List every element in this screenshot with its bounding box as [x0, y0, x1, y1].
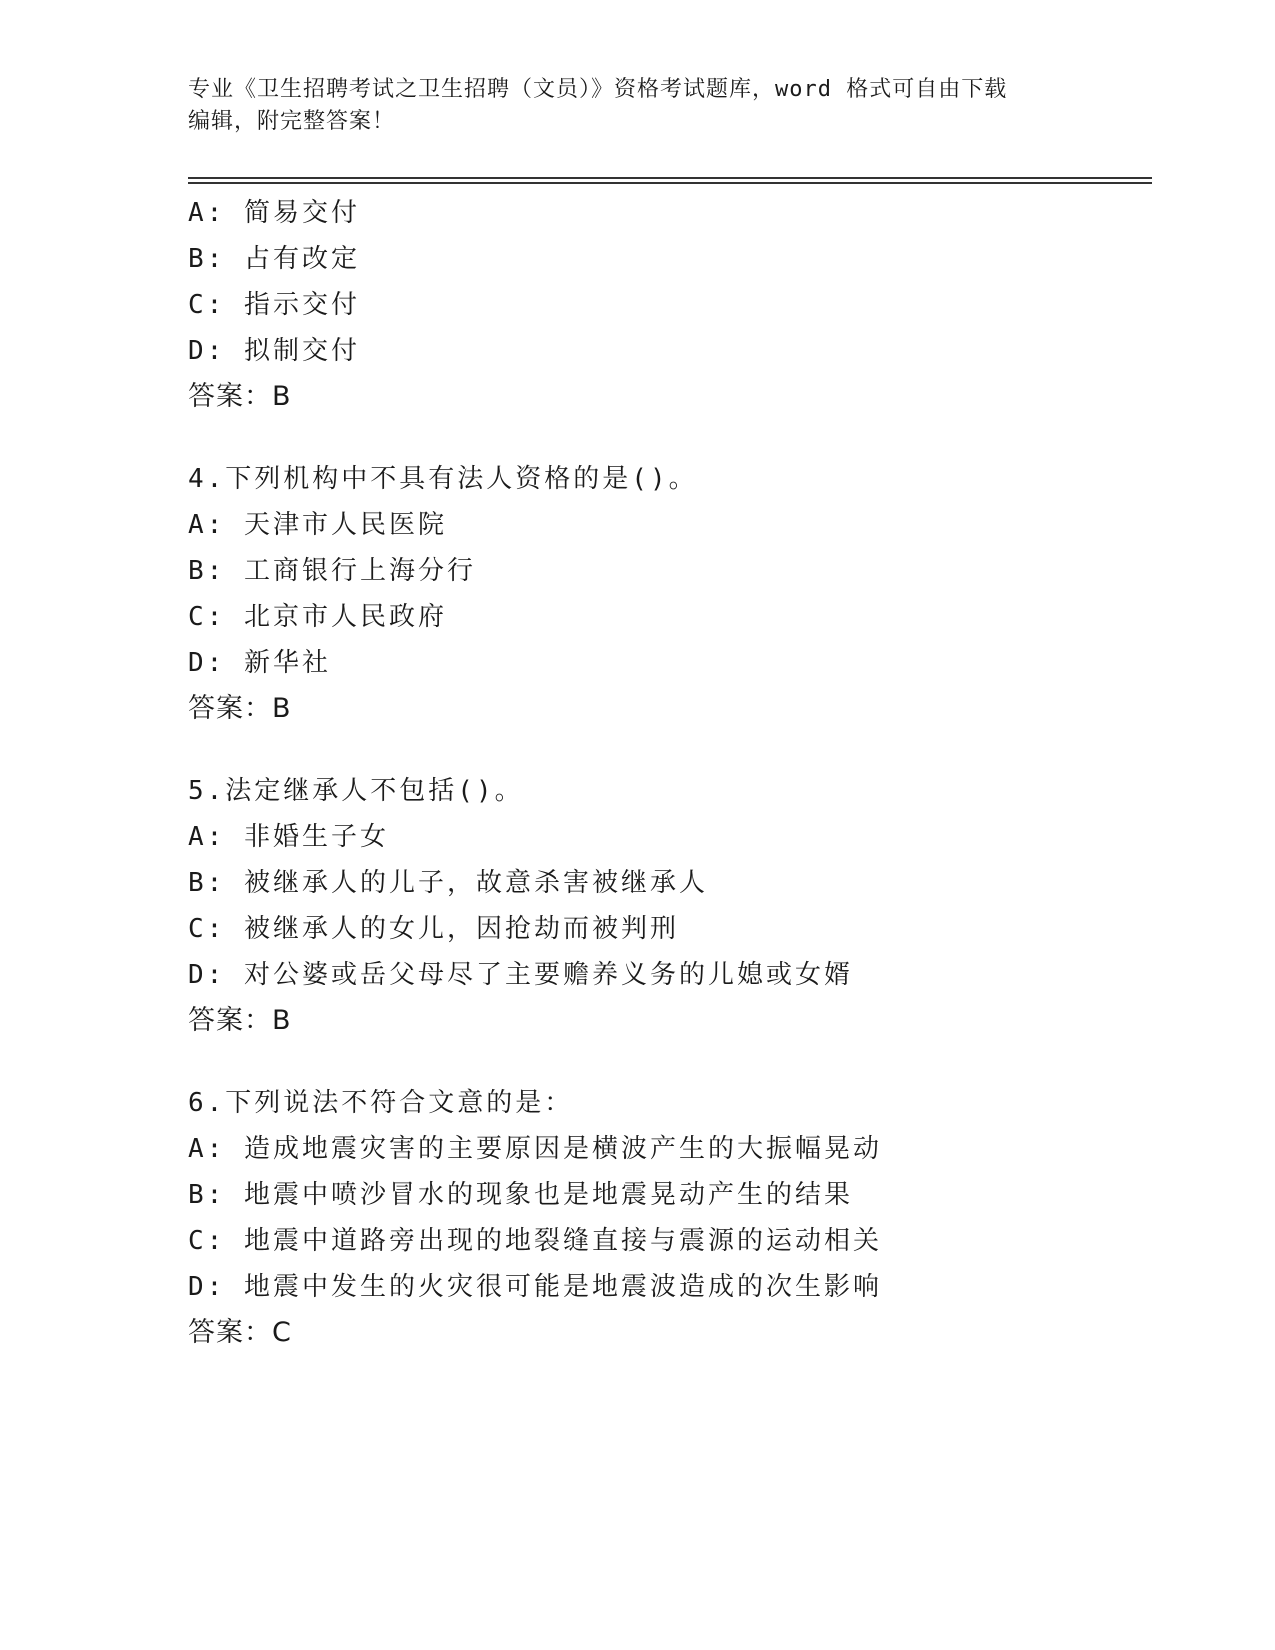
answer-line: 答案：C [188, 1317, 292, 1348]
option-b: B: 工商银行上海分行 [188, 556, 476, 586]
option-d: D: 拟制交付 [188, 336, 360, 366]
question-block-5 [188, 768, 1152, 1044]
option-c: C: 指示交付 [188, 290, 360, 320]
question-text: 4.下列机构中不具有法人资格的是()。 [188, 464, 698, 494]
document-header [188, 74, 1088, 138]
question-block-6 [188, 1080, 1152, 1356]
option-c: C: 北京市人民政府 [188, 602, 447, 632]
question-text: 5.法定继承人不包括()。 [188, 776, 524, 806]
header-line-2: 编辑，附完整答案！ [188, 109, 396, 134]
option-a: A: 非婚生子女 [188, 822, 389, 852]
option-d: D: 对公婆或岳父母尽了主要赡养义务的儿媳或女婿 [188, 960, 853, 990]
question-block-4 [188, 456, 1152, 732]
question-text: 6.下列说法不符合文意的是： [188, 1088, 574, 1118]
option-a: A: 简易交付 [188, 198, 360, 228]
answer-line: 答案：B [188, 1005, 292, 1036]
option-b: B: 被继承人的儿子，故意杀害被继承人 [188, 868, 708, 898]
header-divider-bottom [188, 182, 1152, 184]
option-c: C: 地震中道路旁出现的地裂缝直接与震源的运动相关 [188, 1226, 882, 1256]
answer-line: 答案：B [188, 693, 292, 724]
answer-line: 答案：B [188, 381, 292, 412]
option-a: A: 天津市人民医院 [188, 510, 447, 540]
header-line-1: 专业《卫生招聘考试之卫生招聘（文员）》资格考试题库，word 格式可自由下载 [188, 77, 1008, 102]
question-block-3 [188, 190, 1152, 420]
option-a: A: 造成地震灾害的主要原因是横波产生的大振幅晃动 [188, 1134, 882, 1164]
header-divider-top [188, 177, 1152, 179]
option-b: B: 地震中喷沙冒水的现象也是地震晃动产生的结果 [188, 1180, 853, 1210]
option-b: B: 占有改定 [188, 244, 360, 274]
option-c: C: 被继承人的女儿，因抢劫而被判刑 [188, 914, 679, 944]
question-list [188, 190, 1152, 1356]
option-d: D: 地震中发生的火灾很可能是地震波造成的次生影响 [188, 1272, 882, 1302]
option-d: D: 新华社 [188, 648, 331, 678]
